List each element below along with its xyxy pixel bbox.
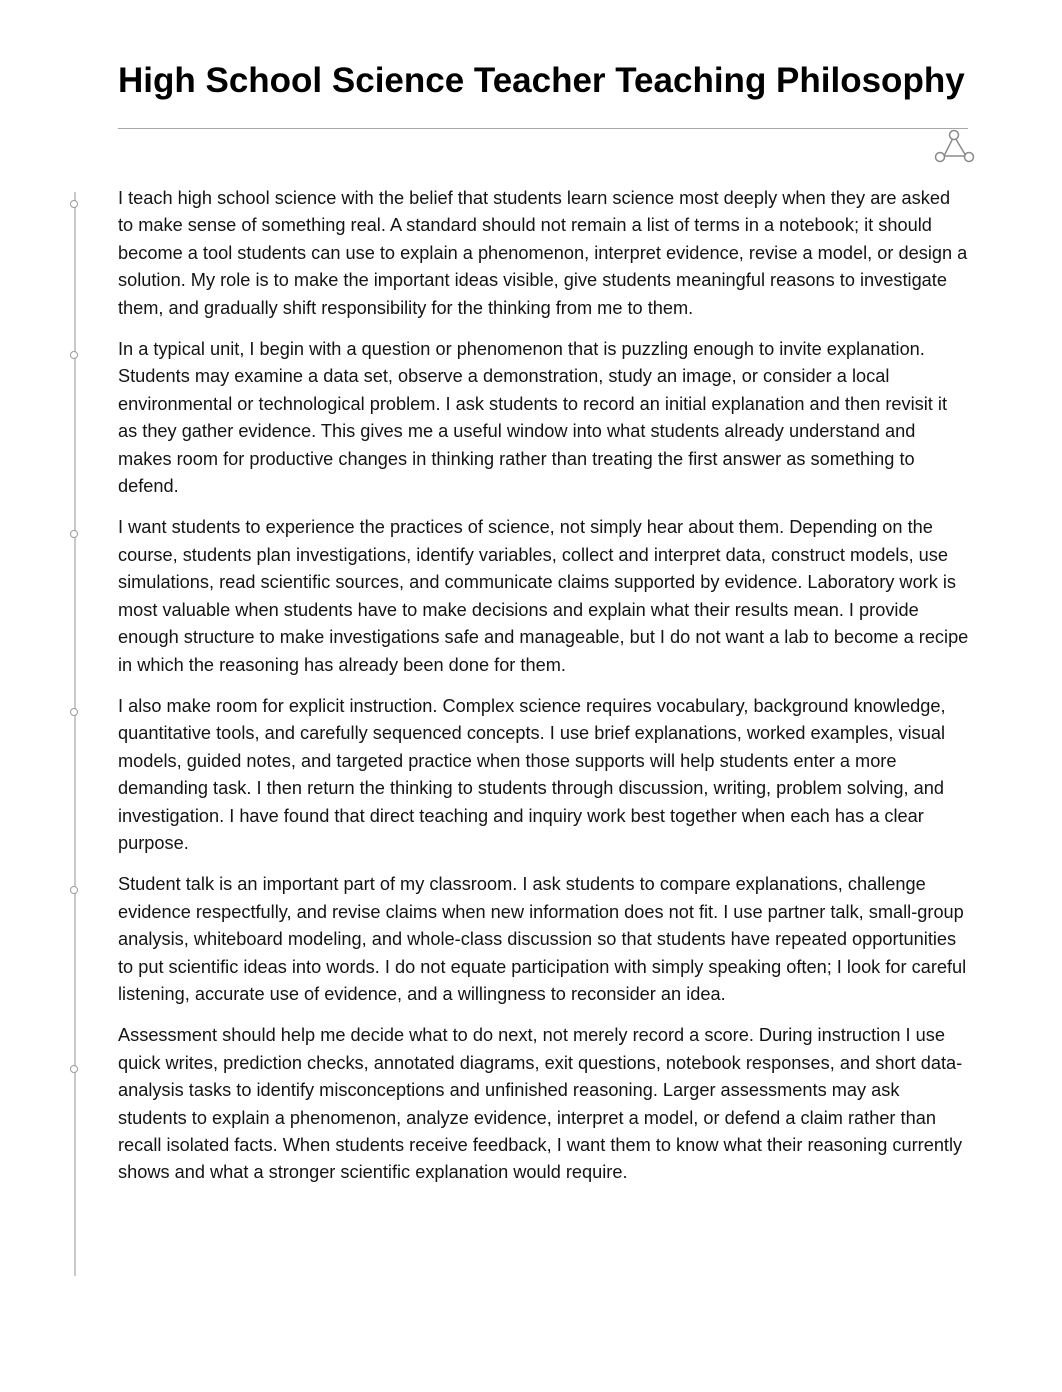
paragraph-student-talk: Student talk is an important part of my classroom. I ask students to compare explanations, challenge evidence respectfully, and revise claims when new information does not fit. I use partner talk, small-group analysis, whiteboard modeling, and whole-class discussion so that students have repeated opportunities to put scientific ideas into words. I do not equate participation with simply speaking often; I look for careful listening, accurate use of evidence, and a willingness to reconsider an idea. xyxy=(118,874,967,1004)
timeline-node-icon xyxy=(70,886,78,894)
paragraph-intro: I teach high school science with the belief that students learn science most deeply when they are asked to make sense of something real. A standard should not remain a list of terms in a notebook; it should become a tool students can use to explain a phenomenon, interpret evidence, revise a model, or design a solution. My role is to make the important ideas visible, give students meaningful reasons to investigate them, and gradually shift responsibility for the thinking from me to them. xyxy=(118,188,968,318)
timeline-node-icon xyxy=(70,708,78,716)
paragraph-explicit-instruction: I also make room for explicit instruction. Complex science requires vocabulary, background knowledge, quantitative tools, and carefully sequenced concepts. I use brief explanations, worked examples, visual models, guided notes, and targeted practice when those supports will help students enter a more demanding task. I then return the thinking to students through discussion, writing, problem solving, and investigation. I have found that direct teaching and inquiry work best together when each has a clear purpose. xyxy=(118,695,946,853)
molecule-icon xyxy=(932,128,976,166)
title-divider xyxy=(118,128,968,129)
timeline-node-icon xyxy=(70,200,78,208)
paragraph-science-practices: I want students to experience the practices of science, not simply hear about them. Depending on the course, students plan investigations, identify variables, collect and interpret data, construct models, use simulations, read scientific sources, and communicate claims supported by evidence. Laboratory work is most valuable when students have to make decisions and explain what their results mean. I provide enough structure to make investigations safe and manageable, but I do not want a lab to become a recipe in which the reasoning has already been done for them. xyxy=(118,517,969,675)
paragraph-assessment: Assessment should help me decide what to do next, not merely record a score. During instruction I use quick writes, prediction checks, annotated diagrams, exit questions, notebook responses, and short data-analysis tasks to identify misconceptions and unfinished reasoning. Larger assessments may ask students to explain a phenomenon, analyze evidence, interpret a model, or defend a claim rather than recall isolated facts. When students receive feedback, I want them to know what their reasoning currently shows and what a stronger scientific explanation would require. xyxy=(118,1025,963,1183)
timeline-node-icon xyxy=(70,530,78,538)
paragraph-unit-design: In a typical unit, I begin with a question or phenomenon that is puzzling enough to invite explanation. Students may examine a data set, observe a demonstration, study an image, or consider a local environmental or technological problem. I ask students to record an initial explanation and then revisit it as they gather evidence. This gives me a useful window into what students already understand and makes room for productive changes in thinking rather than treating the first answer as something to defend. xyxy=(118,339,948,497)
page-title: High School Science Teacher Teaching Philosophy xyxy=(118,61,965,100)
body-text xyxy=(118,185,970,1201)
timeline-node-icon xyxy=(70,351,78,359)
timeline-node-icon xyxy=(70,1065,78,1073)
